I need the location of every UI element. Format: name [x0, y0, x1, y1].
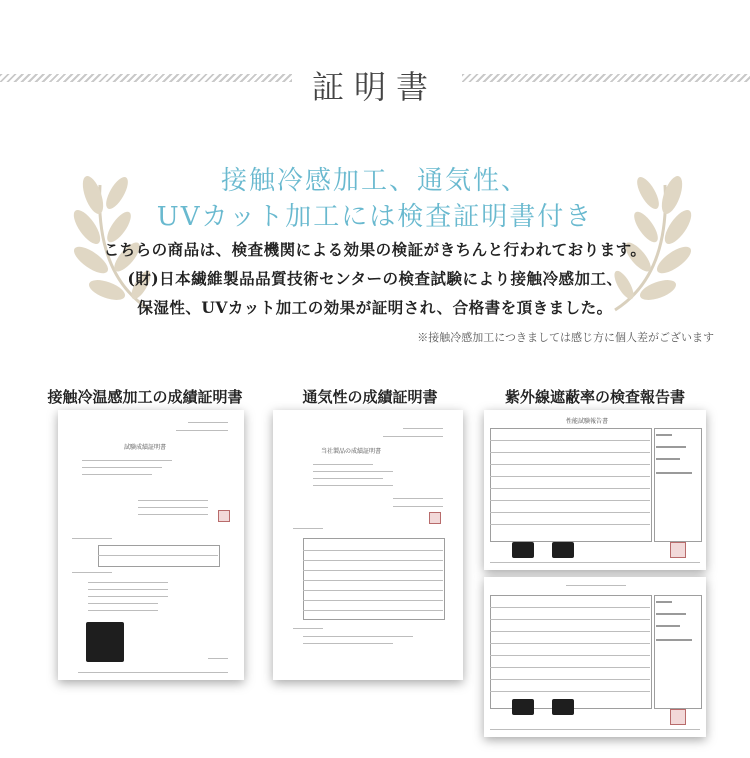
- fabric-sample-image: [512, 699, 534, 715]
- document-heading: 試験成績証明書: [124, 444, 167, 451]
- certificate-title-breathability: 通気性の成績証明書: [302, 388, 438, 406]
- document-heading: 性能試験報告書: [566, 418, 609, 425]
- fabric-sample-image: [512, 542, 534, 558]
- body-line-3: 保湿性、UVカット加工の効果が証明され、合格書を頂きました。: [137, 298, 613, 317]
- body-line-1: こちらの商品は、検査機関による効果の検証がきちんと行われております。: [103, 240, 647, 259]
- fabric-sample-image: [86, 622, 124, 662]
- headline-line-2: UVカット加工には検査証明書付き: [156, 202, 594, 232]
- uv-report-page-2: [484, 577, 706, 737]
- disclaimer-note: ※接触冷感加工につきましては感じ方に個人差がございます: [417, 331, 714, 344]
- certificate-document-breathability: [273, 410, 463, 680]
- headline-line-1: 接触冷感加工、通気性、: [220, 166, 529, 196]
- seal-stamp: [218, 510, 230, 522]
- seal-stamp: [429, 512, 441, 524]
- seal-stamp: [670, 542, 686, 558]
- certificate-title-cooling: 接触冷温感加工の成績証明書: [47, 388, 243, 406]
- certificate-title-uv: 紫外線遮蔽率の検査報告書: [504, 388, 685, 406]
- seal-stamp: [670, 709, 686, 725]
- document-heading: 当社製品の成績証明書: [321, 448, 382, 455]
- uv-report-page-1: [484, 410, 706, 570]
- body-line-2: (財)日本繊維製品品質技術センターの検査試験により接触冷感加工、: [127, 269, 623, 288]
- fabric-sample-image: [552, 542, 574, 558]
- fabric-sample-image: [552, 699, 574, 715]
- page-title: 証明書: [311, 68, 438, 106]
- certificate-document-cooling: [58, 410, 244, 680]
